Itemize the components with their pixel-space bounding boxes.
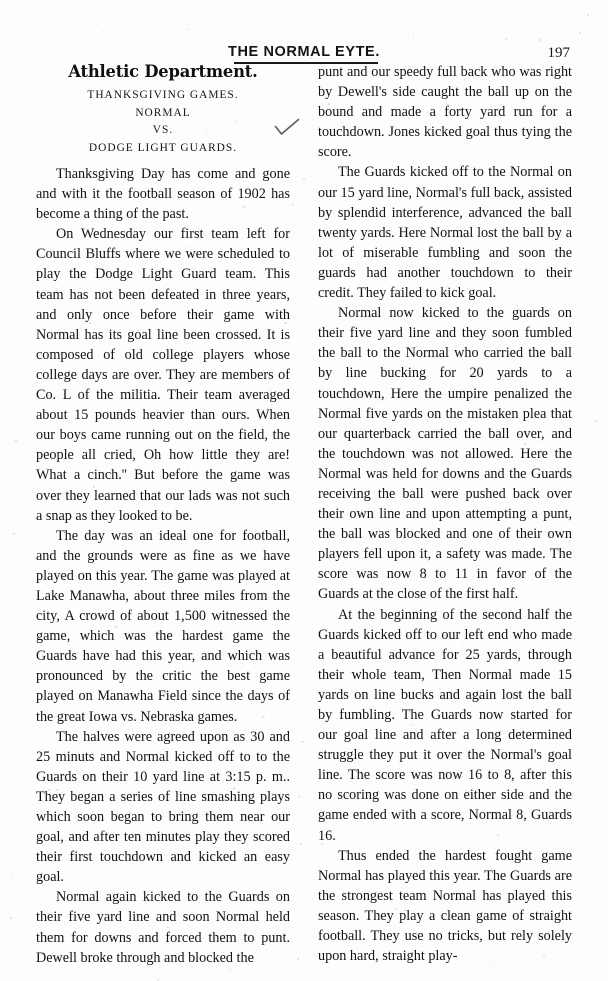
- running-head: [0, 44, 608, 64]
- page-number: 197: [547, 45, 570, 61]
- paragraph: On Wednesday our first team left for Council Bluffs where we were scheduled to play the Dodge Light Guard team. This team has not been defeated in three years, and only once before their game with Normal has its goal line been crossed. It is composed of old college players whose college days are over. They are members of Co. L of the militia. Their team averaged about 15 pounds heavier than ours. When our boys came running out on the field, the people all cried, Oh how little they are! What a cinch.'' But before the game was over they learned that our lads was not such a snap as they looked to be.: [36, 226, 290, 524]
- paragraph: Thus ended the hardest fought game Normal has played this year. The Guards are the strongest team Normal has played this season. They play a clean game of straight football. They use no tricks, but rely solely upon hard, straight play-: [318, 847, 572, 965]
- subtitle-versus: VS.: [152, 124, 174, 136]
- paragraph: Normal now kicked to the guards on their five yard line and they soon fumbled the ball to the Normal who carried the ball by line bucking for 20 yards to a touchdown, Here the umpire penalized the Normal five yards on the mistaken plea that our quarterback carried the ball over, and the touchdown was not allowed. Here the Normal was held for downs and the Guards receiving the ball were pushed back over their own line and upon attempting a punt, the ball was blocked and one of their own players fell upon it, a safety was made. The score was now 8 to 11 in favor of the Guards at the close of the first half.: [318, 305, 572, 603]
- paragraph: The day was an ideal one for football, and the grounds were as fine as we have played on this year. The game was played at Lake Manawha, about three miles from the city, A crowd of about 1,500 witnessed the game, which was the hardest game the Guards have had this year, and which was pronounced by the critic the best game played on Manawha Field since the days of the great Iowa vs. Nebraska games.: [36, 527, 290, 725]
- publication-title: THE NORMAL EYTE.: [228, 44, 380, 60]
- subtitle-team-dodge-light-guards: DODGE LIGHT GUARDS.: [88, 141, 238, 154]
- left-column: [36, 62, 290, 968]
- right-column: [318, 62, 572, 966]
- masthead: [36, 62, 290, 157]
- subtitle-thanksgiving-games: THANKSGIVING GAMES.: [87, 89, 239, 101]
- department-title: Athletic Department.: [68, 62, 258, 82]
- paragraph: punt and our speedy full back who was right by Dewell's side caught the ball up on the bound and made a forty yard run for a touchdown. Jones kicked goal thus tying the score.: [318, 64, 572, 161]
- paragraph: The Guards kicked off to the Normal on our 15 yard line, Normal's full back, assisted by splendid interference, advanced the ball twenty yards. Here Normal lost the ball by a lot of miserable fumbling and soon the guards had another touchdown to their credit. They failed to kick goal.: [318, 164, 572, 302]
- paragraph: At the beginning of the second half the Guards kicked off to our left end who made a beautiful advance for 25 yards, through their whole team, Then Normal made 15 yards on line bucks and again lost the ball by fumbling. The Guards now started for our goal line and after a long determined struggle they put it over the Normal's goal line. The score was now 16 to 8, after this no scoring was done on either side and the game ended with a score, Normal 8, Guards 16.: [318, 606, 572, 844]
- paragraph: Thanksgiving Day has come and gone and with it the football season of 1902 has become a thing of the past.: [36, 166, 290, 223]
- paragraph: The halves were agreed upon as 30 and 25 minuts and Normal kicked off to to the Guards on their 10 yard line at 3:15 p. m.. They began a series of line smashing plays which soon began to bring them near our goal, and after ten minutes play they scored their first touchdown and kicked an easy goal.: [36, 728, 290, 886]
- subtitle-team-normal: NORMAL: [135, 106, 191, 119]
- paragraph: Normal again kicked to the Guards on their five yard line and soon Normal held them for downs and forced them to punt. Dewell broke through and blocked the: [36, 889, 290, 966]
